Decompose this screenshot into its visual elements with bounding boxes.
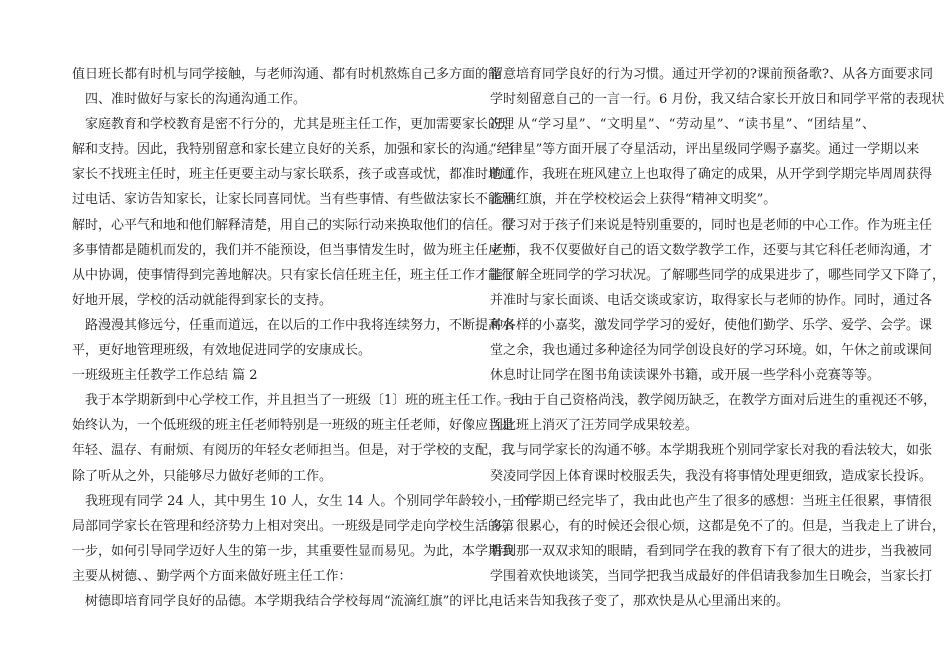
text-line: 四、准时做好与家长的沟通沟通工作。 <box>85 92 307 108</box>
text-line: 解和支持。因此，我特别留意和家长建立良好的关系，加强和家长的沟通。当 <box>72 142 515 158</box>
text-line: 除了听从之外，只能够尽力做好老师的工作。 <box>72 468 333 484</box>
text-line: 多，很累心，有的时候还会很心烦，这都是免不了的。但是，当我走上了讲台， <box>490 518 946 534</box>
text-line: 学习对于孩子们来说是特别重要的，同时也是老师的中心工作。作为班主任 <box>503 217 933 233</box>
text-line: 我于本学期新到中心学校工作，并且担当了一班级〔1〕班的班主任工作。我 <box>85 393 523 409</box>
text-line: 我班现有同学 24 人，其中男生 10 人，女生 14 人。个别同学年龄较小，且有 <box>85 493 537 509</box>
text-line: 因此班上消灭了汪芳同学成果较差。 <box>490 418 699 434</box>
right-text-column <box>490 62 946 614</box>
text-line: 二与同学家长的沟通不够。本学期我班个别同学家长对我的看法较大，如张 <box>503 443 933 459</box>
text-line: 年轻、温存、有耐烦、有阅历的年轻女老师担当。但是，对于学校的支配，我 <box>72 443 515 459</box>
text-line: 休息时让同学在图书角读读课外书籍，或开展一些学科小竞赛等等。 <box>490 368 881 384</box>
text-line: 并准时与家长面谈、电话交谈或家访，取得家长与老师的协作。同时，通过各 <box>490 292 933 308</box>
text-line: 好地开展，学校的活动就能得到家长的支持。 <box>72 292 333 308</box>
text-line: 过电话、家访告知家长，让家长同喜同忧。当有些事情、有些做法家长不能理 <box>72 192 515 208</box>
text-line: 局部同学家长在管理和经济势力上相对突出。一班级是同学走向学校生活的第 <box>72 518 515 534</box>
text-line: 一个学期已经完毕了，我由此也产生了很多的感想：当班主任很累，事情很 <box>503 493 933 509</box>
text-line: 癸凌同学因上体育课时校服丢失，我没有将事情处理更细致，造成家长投诉。 <box>490 468 933 484</box>
text-line: 家庭教育和学校教育是密不行分的，尤其是班主任工作，更加需要家长的理 <box>85 117 515 133</box>
text-line: 家长不找班主任时，班主任更要主动与家长联系，孩子或喜或忧，都准时地通 <box>72 167 515 183</box>
text-line: 堂之余，我也通过多种途径为同学创设良好的学习环境。如，午休之前或课间 <box>490 343 933 359</box>
text-line: 能了解全班同学的学习状况。了解哪些同学的成果进步了，哪些同学又下降了， <box>490 267 946 283</box>
text-line: 多事情都是随机而发的，我们并不能预设，但当事情发生时，做为班主任应当 <box>72 242 515 258</box>
text-line: 从中协调，使事情得到完善地解决。只有家长信任班主任，班主任工作才能很 <box>72 267 515 283</box>
text-line: 一步，如何引导同学迈好人生的第一步，其重要性显而易见。为此，本学期我 <box>72 543 515 559</box>
text-line: 的工作，我班在班风建立上也取得了确定的成果，从开学到学期完毕周周获得 <box>490 167 933 183</box>
text-line: 学围着欢快地谈笑，当同学把我当成最好的伴侣请我参加生日晚会，当家长打 <box>490 568 933 584</box>
text-line: 留意培育同学良好的行为习惯。通过开学初的?课前预备歌?、从各方面要求同 <box>490 67 933 82</box>
text-line: 老师，我不仅要做好自己的语文数学教学工作，还要与其它科任老师沟通，才 <box>490 242 933 258</box>
text-line: 树德即培育同学良好的品德。本学期我结合学校每周“流滴红旗”的评比， <box>85 593 502 609</box>
text-line: 电话来告知我孩子变了，那欢快是从心里涌出来的。 <box>490 593 790 609</box>
text-line: 主要从树德、、勤学两个方面来做好班主任工作： <box>72 568 352 584</box>
text-line: “纪律星”等方面开展了夺星活动，评出星级同学赐予嘉奖。通过一学期以来 <box>490 142 920 158</box>
text-line: 流滴红旗，并在学校校运会上获得“精神文明奖”。 <box>490 192 777 208</box>
text-line: 始终认为，一个低班级的班主任老师特别是一班级的班主任老师，好像应当是 <box>72 418 515 434</box>
text-line: 一班级班主任教学工作总结 篇 2 <box>72 368 258 384</box>
text-line: 一 由于自己资格尚浅，教学阅历缺乏，在教学方面对后进生的重视还不够， <box>503 393 937 409</box>
text-line: 值日班长都有时机与同学接触，与老师沟通、都有时机熬炼自己多方面的能 <box>72 67 502 82</box>
text-line: 平，更好地管理班级，有效地促进同学的安康成长。 <box>72 343 372 359</box>
text-line: 种各样的小嘉奖，激发同学学习的爱好，使他们勤学、乐学、爱学、会学。课 <box>490 317 933 333</box>
text-line: 解时，心平气和地和他们解释清楚，用自己的实际行动来换取他们的信任。很 <box>72 217 515 233</box>
text-line: 路漫漫其修远兮，任重而道远，在以后的工作中我将连续努力，不断提高水 <box>85 317 515 333</box>
text-line: 看到那一双双求知的眼睛，看到同学在我的教育下有了很大的进步，当我被同 <box>490 543 933 559</box>
text-line: 况，从“学习星”、“文明星”、“劳动星”、“读书星”、“团结星”、 <box>490 117 875 133</box>
text-line: 学时刻留意自己的一言一行。6 月份，我又结合家长开放日和同学平常的表现状 <box>490 92 945 108</box>
left-text-column <box>72 62 537 614</box>
